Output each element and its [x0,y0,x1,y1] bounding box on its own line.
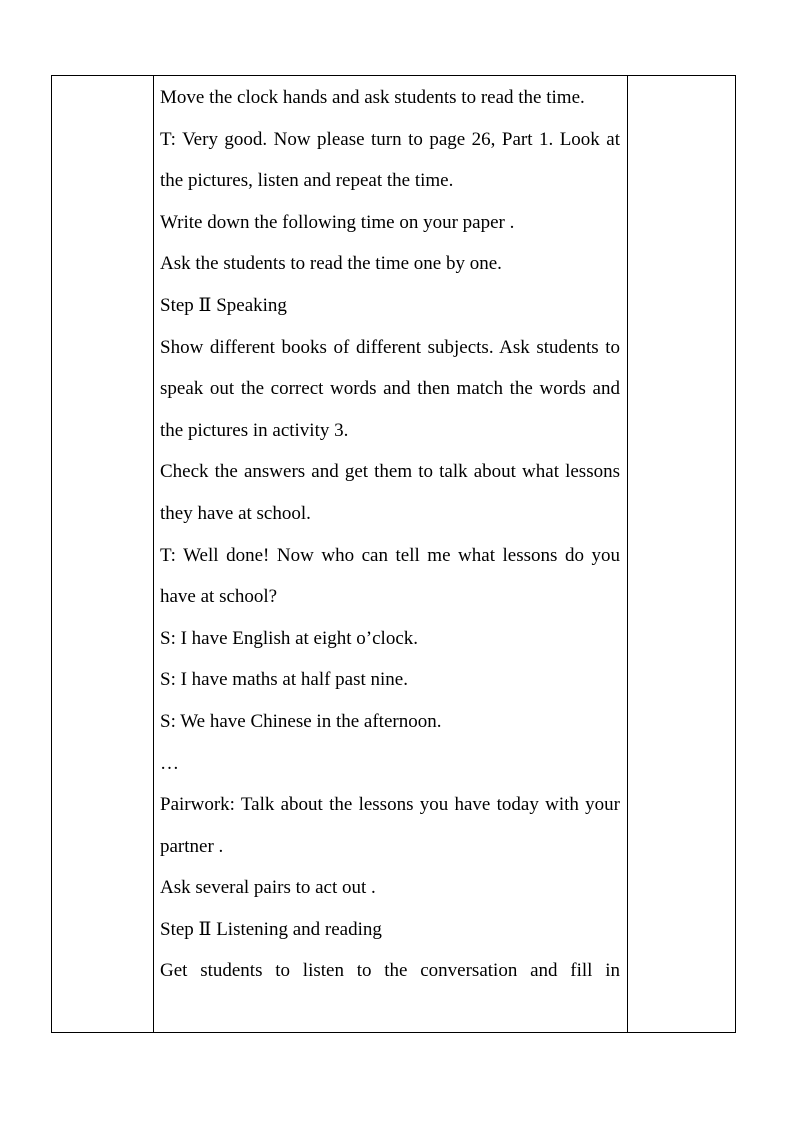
paragraph: Get students to listen to the conversation and fill in [160,960,620,982]
dialogue-line: S: I have maths at half past nine. [160,669,408,691]
ellipsis: … [160,752,179,774]
column-divider-left [153,76,154,1032]
step-heading: Step Ⅱ Speaking [160,294,287,316]
paragraph: Check the answers and get them to talk about what lessons they have at school. [160,461,620,524]
paragraph: Move the clock hands and ask students to read the time. [160,87,585,108]
paragraph: T: Well done! Now who can tell me what lessons do you have at school? [160,544,620,608]
paragraph: Show different books of different subjects. Ask students to speak out the correct words and then match the words and the pictures in activity 3. [160,336,620,441]
paragraph: Pairwork: Talk about the lessons you have today with your partner . [160,794,620,857]
dialogue-line: S: I have English at eight o’clock. [160,627,419,649]
lesson-plan-table [51,75,736,1033]
paragraph: T: Very good. Now please turn to page 26, Part 1. Look at the pictures, listen and repeat the time. [160,128,620,192]
column-divider-right [627,76,628,1032]
paragraph: Ask the students to read the time one by one. [160,253,502,275]
paragraph: Ask several pairs to act out . [160,877,376,899]
step-heading: Step Ⅱ Listening and reading [160,918,382,940]
paragraph: Write down the following time on your paper . [160,211,515,233]
procedure-cell [160,77,620,992]
dialogue-line: S: We have Chinese in the afternoon. [160,710,442,732]
